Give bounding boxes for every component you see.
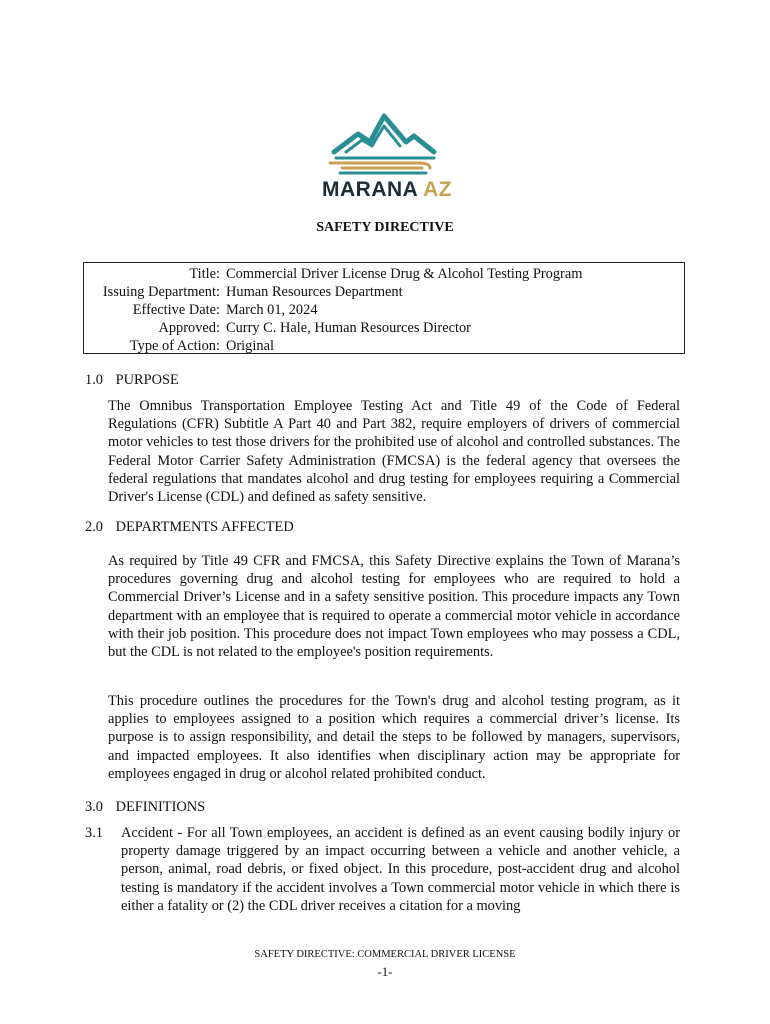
info-row-approved (84, 319, 684, 337)
info-value: Curry C. Hale, Human Resources Director (226, 320, 471, 336)
page-number: -1- (377, 964, 393, 979)
section-heading-purpose (85, 371, 179, 389)
section-number: 3.0 (85, 799, 103, 815)
info-row-effective-date (84, 301, 684, 319)
marana-az-logo (322, 112, 453, 204)
section-title: PURPOSE (115, 372, 179, 388)
info-row-department (84, 283, 684, 301)
section-number: 1.0 (85, 372, 103, 388)
info-label: Type of Action: (129, 338, 220, 354)
info-value: Original (226, 338, 274, 354)
info-value: Commercial Driver License Drug & Alcohol Testing Program (226, 266, 583, 282)
directive-info-box (83, 262, 685, 354)
document-title: SAFETY DIRECTIVE (316, 220, 454, 235)
section-number: 2.0 (85, 519, 103, 535)
departments-paragraph-2: This procedure outlines the procedures for the Town's drug and alcohol testing program, as it applies to employees assigned to a position which requires a commercial driver’s license. Its purpose is to assign responsibility, and detail the steps to be followed by managers, supervisors, and impacted employees. It also identifies when disciplinary action may be appropriate for employees engaged in drug or alcohol related prohibited conduct. (108, 693, 680, 782)
logo-word-marana: MARANA (322, 178, 418, 201)
section-heading-definitions (85, 798, 205, 816)
info-label: Title: (189, 266, 220, 282)
section-heading-departments (85, 518, 294, 536)
definition-number: 3.1 (85, 825, 103, 841)
mountain-logo-icon (322, 112, 450, 178)
info-label: Approved: (158, 320, 220, 336)
logo-wordmark (322, 178, 453, 202)
info-label: Effective Date: (132, 302, 220, 318)
info-value: Human Resources Department (226, 284, 403, 300)
departments-paragraph-1: As required by Title 49 CFR and FMCSA, this Safety Directive explains the Town of Marana’s procedures governing drug and alcohol testing for employees who are required to hold a Commercial Driver’s License and in a safety sensitive position. This procedure impacts any Town department with an employee that is required to operate a commercial motor vehicle in accordance with their job position. This procedure does not impact Town employees who may possess a CDL, but the CDL is not related to the employee's position requirements. (108, 553, 680, 661)
info-label: Issuing Department: (102, 284, 220, 300)
section-title: DEFINITIONS (115, 799, 206, 815)
info-row-type-of-action (84, 337, 684, 355)
purpose-paragraph: The Omnibus Transportation Employee Testing Act and Title 49 of the Code of Federal Regulations (CFR) Subtitle A Part 40 and Part 382, require employers of drivers of commercial motor vehicles to test those drivers for the prohibited use of alcohol and controlled substances. The Federal Motor Carrier Safety Administration (FMCSA) is the federal agency that oversees the federal regulations that mandates alcohol and drug testing for employees requiring a Commercial Driver's License (CDL) and defined as safety sensitive. (108, 398, 680, 506)
definition-text: Accident - For all Town employees, an accident is defined as an event causing bodily injury or property damage triggered by an impact occurring between a vehicle and another vehicle, a person, animal, road debris, or fixed object. In this procedure, post-accident drug and alcohol testing is mandatory if the accident involves a Town commercial motor vehicle in which there is either a fatality or (2) the CDL driver receives a citation for a moving (121, 825, 680, 914)
logo-word-az: AZ (423, 178, 453, 201)
info-row-title (84, 265, 684, 283)
info-value: March 01, 2024 (226, 302, 318, 318)
footer-label: SAFETY DIRECTIVE: COMMERCIAL DRIVER LICENSE (254, 949, 516, 960)
section-title: DEPARTMENTS AFFECTED (115, 519, 294, 535)
